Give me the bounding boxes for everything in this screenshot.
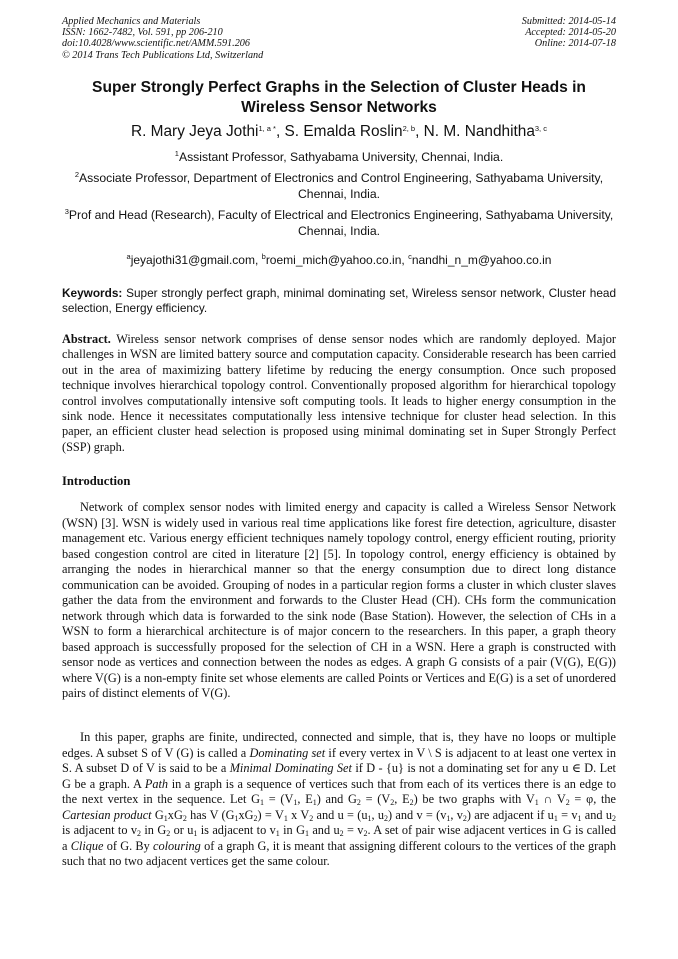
term-colouring: colouring (153, 838, 201, 853)
intro-paragraph-1: Network of complex sensor nodes with limited energy and capacity is called a Wireless Sensor Network (WSN) [3]. WSN is widely used in various real time applications like forest fire detection, agriculture, disaster management etc. Various energy efficient techniques namely topology control, energy efficient routing, priority based congestion control are cited in literature [2] [5]. In topology control, energy efficiency is obtained by arranging the nodes in hierarchical manner so that the energy consumption due to direct long distance communication can be avoided. Grouping of nodes in a particular region forms a cluster in which cluster slaves gather the data from the environment and forwards to the Cluster Head (CH). CHs form the communication network through which data is forwarded to the sink node (Base Station). However, the selection of CHs in a WSN to form a hierarchical architecture is of major concern to the researchers. In this paper, a graph theory based approach is successfully proposed for the selection of CH in a WSN. Here a graph is constructed with sensor node as vertices and connection between the nodes as edges. A graph G consists of a pair (V(G), E(G)) where V(G) is a non-empty finite set whose elements are called Points or Vertices and E(G) is a set of unordered pairs of distinct elements of V(G). (62, 500, 616, 700)
author-name: S. Emalda Roslin (284, 123, 403, 140)
affiliation-sup: 1 (174, 149, 179, 158)
email-list: $^a$jeyajothi31@gmail.com, $^b$roemi_mich@yahoo.co.in, $^c$nandhi_n_m@yahoo.co.in (126, 252, 552, 267)
submitted-date: Submitted: 2014-05-14 (521, 16, 616, 27)
affiliation-text: Associate Professor, Department of Electronics and Control Engineering, Sathyabama University, Chennai, India. (79, 171, 604, 201)
author-sup: 1, a * (258, 124, 276, 133)
intro-paragraph-2: In this paper, graphs are finite, undirected, connected and simple, that is, they have no loops or multiple edges. A subset S of V (G) is called a Dominating set if every vertex in V \ S is adjacent to at least one vertex in S. A subset D of V is said to be a Minimal Dominating Set if D - {u} is not a dominating set for any u ∈ D. Let G be a graph. A Path in a graph is a sequence of vertices such that from each of its vertices there is an edge to the next vertex in the sequence. Let $G_1 = (V_1$, $E_1$) and $G_2 = (V_2$, $E_2$) be two graphs with $V_1$ ∩ $V_2 = \varphi$, the Cartesian product $G_1xG_2$ has V $(G_1xG_2) = V_1$ x $V_2$ and $u = (u_1$, $u_2$) and $v = (v_1$, $v_2$) are adjacent if $u_1 = v_1$ and $u_2$ is adjacent to $v_2$ in $G_2$ or $u_1$ is adjacent to $v_1$ in $G_1$ and $u_2 = v_2$. A set of pair wise adjacent vertices in G is called a Clique of G. By colouring of a graph G, it is meant that assigning different colours to the vertices of the graph such that no two adjacent vertices get the same colour. (62, 730, 617, 868)
keywords-text: Super strongly perfect graph, minimal dominating set, Wireless sensor network, Cluster head selection, Energy efficiency. (62, 286, 617, 315)
author-list: R. Mary Jeya Jothi$^{1, a *}$, S. Emalda Roslin$^{2, b}$, N. M. Nandhitha$^{3, c}$ (131, 123, 547, 140)
affiliation-1 (62, 149, 616, 165)
affiliation-text: Assistant Professor, Sathyabama University, Chennai, India. (178, 150, 504, 164)
journal-doi: doi:10.4028/www.scientific.net/AMM.591.206 (62, 38, 250, 50)
paper-title: Super Strongly Perfect Graphs in the Selection of Cluster Heads in Wireless Sensor Networks (92, 79, 586, 116)
author-sup: 3, c (534, 124, 547, 133)
accepted-date: Accepted: 2014-05-20 (525, 27, 616, 39)
term-dominating-set: Dominating set (249, 745, 326, 760)
abstract-block (62, 332, 616, 455)
affiliation-3 (62, 207, 616, 239)
email-sup: c (408, 252, 412, 261)
term-clique: Clique (70, 838, 104, 853)
affiliation-2 (62, 170, 616, 202)
affiliation-sup: 3 (64, 207, 69, 216)
abstract-text: Wireless sensor network comprises of dense sensor nodes which are randomly deployed. Major challenges in WSN are limited battery source and computation capacity. Considerable research has been carried out in the area of maximizing battery lifetime by reducing the energy consumption. Once such proposed technique involves hierarchical topology control. Conventionally proposed algorithm for hierarchical topology control involves computationally intensive soft computing tools. It leads to higher energy consumption in the sink node. Hence it necessitates computationally less intensive technique for cluster head selection. In this paper, an efficient cluster head selection is proposed using minimal dominating set in Super Strongly Perfect (SSP) graph. (62, 332, 616, 454)
email-b[interactable]: roemi_mich@yahoo.co.in (265, 253, 402, 267)
email-sup: a (126, 252, 131, 261)
term-path: Path (144, 776, 169, 791)
email-c[interactable]: nandhi_n_m@yahoo.co.in (411, 253, 552, 267)
author-sup: 2, b (402, 124, 416, 133)
submission-dates (522, 16, 616, 50)
affiliation-sup: 2 (74, 170, 80, 179)
abstract-label: Abstract. (62, 332, 111, 346)
author-name: N. M. Nandhitha (423, 123, 535, 140)
keywords-label: Keywords: (62, 286, 123, 300)
author-name: R. Mary Jeya Jothi (131, 123, 259, 140)
term-minimal-dominating-set: Minimal Dominating Set (229, 761, 352, 775)
journal-name: Applied Mechanics and Materials (62, 16, 201, 27)
online-date: Online: 2014-07-18 (534, 38, 616, 50)
email-a[interactable]: jeyajothi31@gmail.com (130, 253, 255, 267)
affiliation-text: Prof and Head (Research), Faculty of Electrical and Electronics Engineering, Sathyabama University, Chennai, India. (68, 208, 614, 238)
journal-info (62, 16, 263, 61)
section-heading-introduction: Introduction (62, 474, 131, 488)
journal-header (62, 16, 616, 66)
term-cartesian-product: Cartesian product (62, 807, 152, 822)
keywords-block (62, 286, 616, 316)
journal-issn: ISSN: 1662-7482, Vol. 591, pp 206-210 (62, 27, 223, 39)
journal-copyright: © 2014 Trans Tech Publications Ltd, Switzerland (62, 49, 264, 61)
email-sup: b (261, 252, 266, 261)
